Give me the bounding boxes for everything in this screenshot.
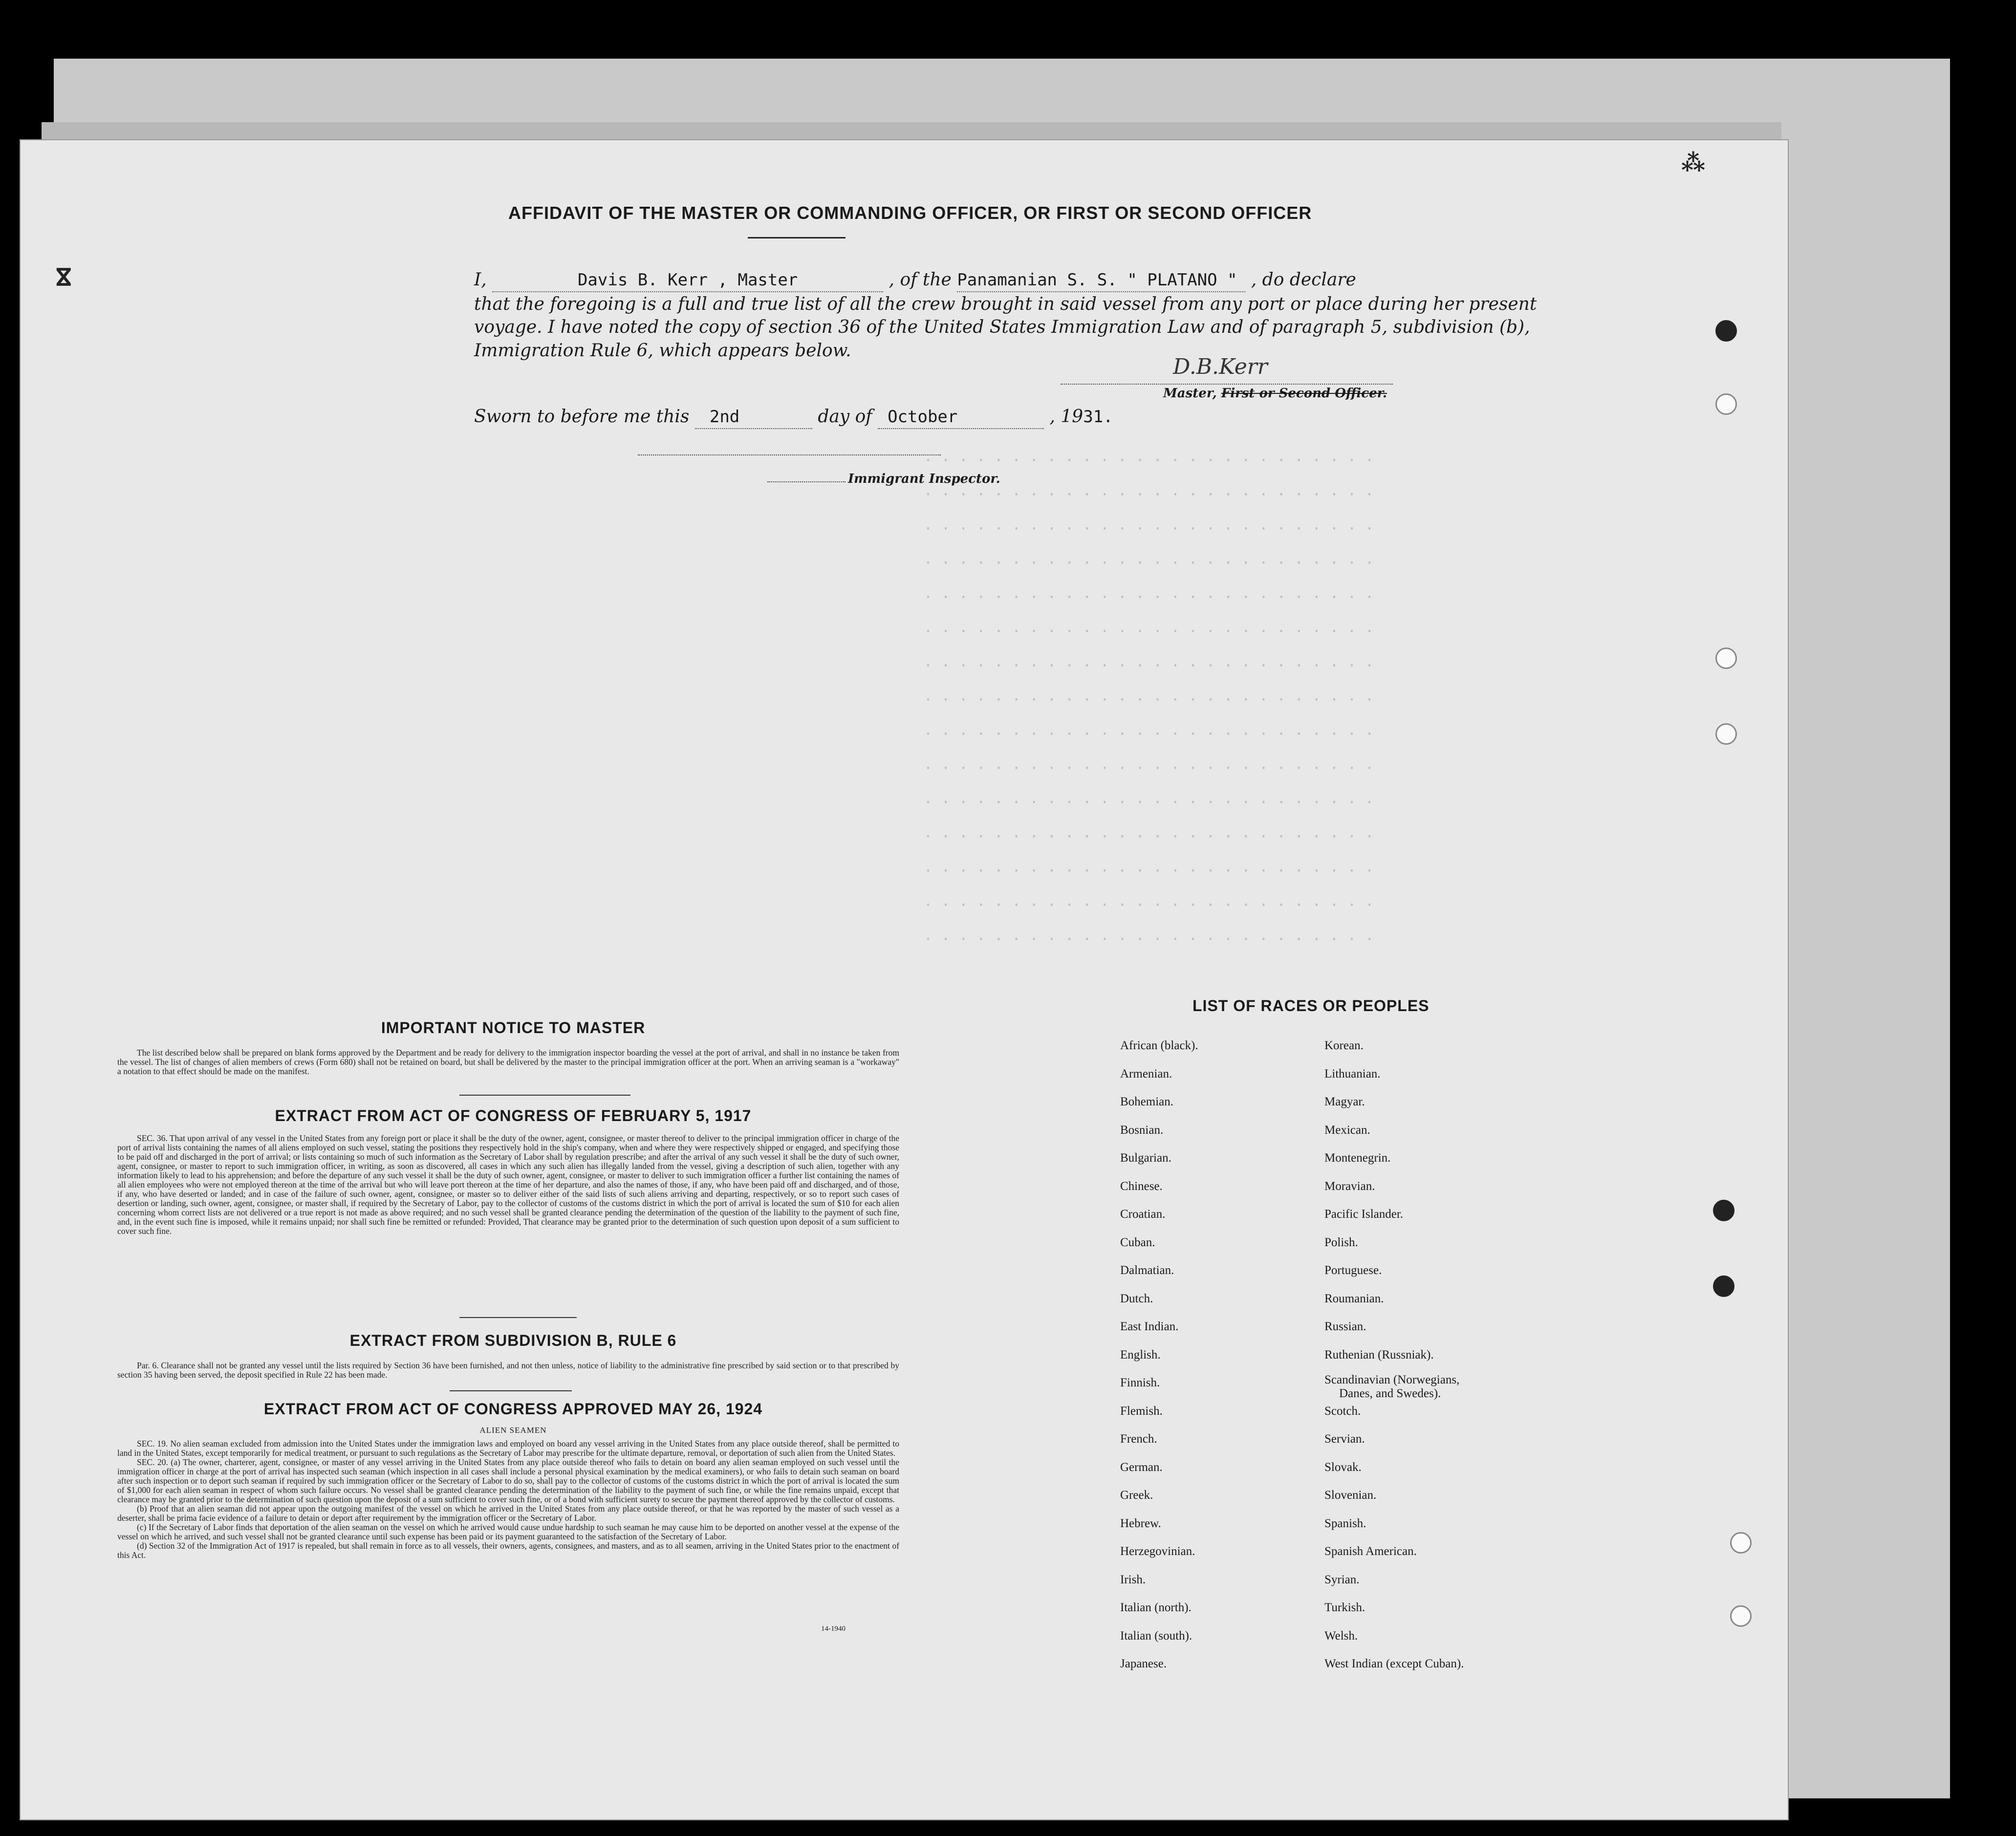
race-item: Servian. [1324, 1432, 1365, 1446]
race-item: Turkish. [1324, 1601, 1366, 1614]
affidavit-line-1 [474, 269, 1432, 292]
notice-title: IMPORTANT NOTICE TO MASTER [381, 1019, 646, 1037]
affidavit-i: I, [474, 270, 487, 290]
races-left-column [1120, 1036, 1306, 1683]
inspector-label: Immigrant Inspector. [848, 472, 1000, 486]
margin-mark-left: ⴵ [56, 264, 71, 291]
race-item: Armenian. [1120, 1067, 1172, 1080]
race-item: Hebrew. [1120, 1516, 1161, 1530]
title-underline [748, 237, 845, 238]
race-item-scandinavian [1324, 1373, 1579, 1402]
race-item: Bohemian. [1120, 1095, 1174, 1108]
race-item: Greek. [1120, 1489, 1153, 1502]
affidavit-line-4: Immigration Rule 6, which appears below. [474, 341, 851, 361]
year-suffix: 31. [1083, 407, 1113, 427]
binder-hole [1730, 1532, 1752, 1554]
inspector-signature-line [638, 454, 941, 455]
bleed-through-area: · · · · · · · · · · · · · · · · · · · · · · · · · · · · · · · · · · · · · · · · · · · · · · · · · · · · · · · · · · · · · · · · · · · · · · · · · · · · · · · · · · · · · · · · · · · · · · · · · · · · · · · · · · · · · · · · · · · · · · · · · · · · · · · · · · · · · · · · · · · · · · · · · · · · · · · · · · · · · · · · · · · · · · · · · · · · · · · · · · · · · · · · · · · · · · · · · · · · · · · · · · · · · · · · · · · · · · · · · · · · · · · · · · · · · · · · · · · · · · · · · · · · · · · · · · · · · · · · · · · · · · · · · · · · · · · · · · · · · · · · · · · · · · · · · · · · · · · · · · · · · · · · · · · · · · · · · · · · · · · · · · · · · · · · · · · · · · · · · · · · · · · · · · · · · · · · · · · · · · · · · · · · · · · · · · · · · · · · · · · · · · · · · · · · · · [924, 452, 1374, 948]
race-item: Herzegovinian. [1120, 1545, 1195, 1558]
race-item: Syrian. [1324, 1573, 1360, 1586]
race-item: Croatian. [1120, 1208, 1166, 1221]
races-right-column [1324, 1036, 1579, 1683]
extract-1924-paragraph: (d) Section 32 of the Immigration Act of 1917 is repealed, but shall remain in force as to all vessels, their owners, agents, consignees, and masters, and as to all seamen, arriving in the United States prior to the enactment of this Act. [117, 1541, 899, 1560]
race-item: Scotch. [1324, 1404, 1361, 1418]
sworn-prefix: Sworn to before me this [474, 407, 690, 427]
binder-hole [1715, 320, 1737, 342]
vessel-field: Panamanian S. S. " PLATANO " [957, 269, 1245, 292]
race-item: German. [1120, 1460, 1163, 1474]
race-item: Korean. [1324, 1039, 1364, 1052]
race-item: Lithuanian. [1324, 1067, 1381, 1080]
affidavit-title: AFFIDAVIT OF THE MASTER OR COMMANDING OFFICER, OR FIRST OR SECOND OFFICER [508, 203, 1312, 223]
binder-hole [1713, 1200, 1734, 1221]
extract-1924-text [117, 1439, 899, 1560]
sworn-line [474, 406, 1158, 429]
form-number: 14-1940 [821, 1625, 845, 1633]
sworn-month-field: October [878, 406, 1044, 429]
section-rule [459, 1095, 630, 1096]
race-item: Irish. [1120, 1573, 1146, 1586]
race-item: Pacific Islander. [1324, 1208, 1404, 1221]
master-signature: D.B.Kerr [1173, 354, 1268, 379]
binder-hole [1730, 1605, 1752, 1627]
section-rule [450, 1390, 572, 1391]
race-item: West Indian (except Cuban). [1324, 1657, 1464, 1670]
alien-seamen-subtitle: ALIEN SEAMEN [479, 1426, 547, 1435]
binder-hole [1715, 648, 1737, 669]
extract-rule6-title: EXTRACT FROM SUBDIVISION B, RULE 6 [349, 1332, 677, 1349]
race-item: African (black). [1120, 1039, 1198, 1052]
race-item: Russian. [1324, 1320, 1366, 1333]
extract-1924-paragraph: (c) If the Secretary of Labor finds that deportation of the alien seaman on the vessel on which he arrived would cause undue hardship to such seaman he may cause him to be deported on another vessel at the expense of the vessel on which he arrived, and such vessel shall not be granted clearance until such expense has been paid or its payment guaranteed to the satisfaction of the Secretary of Labor. [117, 1522, 899, 1541]
race-item: Spanish American. [1324, 1545, 1417, 1558]
race-item: Spanish. [1324, 1516, 1366, 1530]
race-item: Bulgarian. [1120, 1151, 1171, 1165]
sig-label-struck: First or Second Officer. [1221, 386, 1387, 401]
races-title: LIST OF RACES OR PEOPLES [1192, 997, 1430, 1015]
race-item: Japanese. [1120, 1657, 1167, 1670]
binder-hole [1713, 1275, 1734, 1297]
sworn-day-field: 2nd [695, 406, 812, 429]
race-item: Magyar. [1324, 1095, 1365, 1108]
extract-1924-paragraph: (b) Proof that an alien seaman did not appear upon the outgoing manifest of the vessel on which he arrived in the United States from any place outside thereof, or that he was reported by the master of such vessel as a deserter, shall be prima facie evidence of a failure to detain or deport after requirement by the immigration officer or the Secretary of Labor. [117, 1504, 899, 1523]
affidavit-line-2: that the foregoing is a full and true list of all the crew brought in said vessel from any port or place during her present [474, 294, 1537, 314]
extract-1924-paragraph: SEC. 19. No alien seaman excluded from admission into the United States under the immigration laws and employed on board any vessel arriving in the United States from any place outside thereof, shall be permitted to land in the United States, except temporarily for medical treatment, or pursuant to such regulations as the Secretary of Labor may prescribe for the ultimate departure, removal, or deportation of such alien from the United States. [117, 1439, 899, 1458]
margin-mark-right: ⁂ [1681, 149, 1706, 176]
race-item: Italian (north). [1120, 1601, 1192, 1614]
race-item: Slovak. [1324, 1460, 1362, 1474]
race-item: Polish. [1324, 1235, 1358, 1249]
race-item: English. [1120, 1348, 1161, 1361]
race-item: Dalmatian. [1120, 1264, 1174, 1277]
race-item: Italian (south). [1120, 1629, 1192, 1642]
extract-1924-title: EXTRACT FROM ACT OF CONGRESS APPROVED MAY 26, 1924 [263, 1400, 763, 1418]
notice-paragraph: The list described below shall be prepared on blank forms approved by the Department and be ready for delivery to the immigration inspector boarding the vessel at the port of arrival, and shall in no instance be taken from the vessel. The list of changes of alien members of crews (Form 680) shall not be retained on board, but shall be delivered by the master to the principal immigration officer at the port. When an arriving seaman is a "workaway" a notation to that effect should be made on the manifest. [117, 1048, 899, 1076]
race-item: Slovenian. [1324, 1489, 1377, 1502]
master-name-field: Davis B. Kerr , Master [492, 269, 883, 292]
sig-label-master: Master, [1163, 386, 1217, 401]
race-item: Flemish. [1120, 1404, 1163, 1418]
extract-1917-text [117, 1134, 899, 1236]
race-item: Welsh. [1324, 1629, 1358, 1642]
document-page [20, 139, 1789, 1820]
day-of-label: day of [818, 407, 872, 427]
signature-line [1061, 384, 1393, 385]
do-declare-label: , do declare [1251, 270, 1356, 290]
race-item: Dutch. [1120, 1292, 1153, 1305]
race-item: Portuguese. [1324, 1264, 1382, 1277]
race-item: Chinese. [1120, 1179, 1163, 1193]
affidavit-line-3: voyage. I have noted the copy of section 36 of the United States Immigration Law and of paragraph 5, subdivision (b), [474, 317, 1530, 337]
extract-1917-title: EXTRACT FROM ACT OF CONGRESS OF FEBRUARY 5, 1917 [275, 1107, 752, 1124]
extract-rule6-paragraph: Par. 6. Clearance shall not be granted any vessel until the lists required by Section 36 have been furnished, and not then unless, notice of liability to the administrative fine prescribed by said section or to that prescribed by section 35 having been served, the deposit specified in Rule 22 has been made. [117, 1361, 899, 1380]
race-item: Ruthenian (Russniak). [1324, 1348, 1434, 1361]
race-item: Montenegrin. [1324, 1151, 1391, 1165]
inspector-label-lead [767, 481, 845, 482]
extract-1924-paragraph: SEC. 20. (a) The owner, charterer, agent, consignee, or master of any vessel arriving in the United States from any place outside thereof who fails to detain on board any alien seaman employed on such vessel until the immigration officer in charge at the port of arrival has inspected such seaman (which inspection in all cases shall include a personal physical examination by the medical examiners), or who fails to detain such seaman on board after such inspection or to deport such seaman if required by such immigration officer or the Secretary of Labor to do so, shall pay to the collector of customs of the customs district in which the port of arrival is located the sum of $1,000 for each alien seaman in respect of whom such failure occurs. No vessel shall be granted clearance pending the determination of the liability to the payment of such fine, or while the fine remains unpaid, except that clearance may be granted prior to the determination of such question upon the deposit of a sum sufficient to cover such fine, or of a bond with sufficient surety to secure the payment thereof approved by the collector of customs. [117, 1457, 899, 1504]
section-rule [459, 1317, 577, 1318]
binder-hole [1715, 393, 1737, 415]
race-item: Cuban. [1120, 1235, 1155, 1249]
race-item-continued: Danes, and Swedes). [1339, 1387, 1441, 1400]
race-item: Roumanian. [1324, 1292, 1384, 1305]
race-item: French. [1120, 1432, 1157, 1446]
extract-rule6-text [117, 1361, 899, 1380]
race-item: Finnish. [1120, 1376, 1160, 1389]
race-item: Bosnian. [1120, 1123, 1164, 1137]
signature-label [1163, 386, 1387, 401]
binder-hole [1715, 723, 1737, 745]
race-item: Mexican. [1324, 1123, 1370, 1137]
year-prefix: , 19 [1049, 407, 1084, 427]
race-item: East Indian. [1120, 1320, 1179, 1333]
of-the-label: , of the [889, 270, 952, 290]
race-item: Moravian. [1324, 1179, 1375, 1193]
notice-text [117, 1048, 899, 1076]
race-item: Scandinavian (Norwegians, [1324, 1373, 1460, 1386]
extract-1917-paragraph: SEC. 36. That upon arrival of any vessel in the United States from any foreign port or place it shall be the duty of the owner, agent, consignee, or master thereof to deliver to the principal immigration officer in charge of the port of arrival lists containing the names of all aliens employed on such vessel, stating the positions they respectively hold in the ship's company, when and where they were respectively shipped or engaged, and specifying those to be paid off and discharged in the port of arrival; or lists containing so much of such information as the Secretary of Labor shall by regulation prescribe; and after the arrival of any such vessel it shall be the duty of such owner, agent, consignee, or master to report to such immigration officer, in writing, as soon as discovered, all cases in which any such alien has illegally landed from the vessel, giving a description of such alien, together with any information likely to lead to his apprehension; and before the departure of any such vessel it shall be the duty of such owner, agent, consignee, or master to deliver to such immigration officer a further list containing the names of all alien employees who were not employed thereon at the time of the arrival but who will leave port thereon at the time of her departure, and also the names of those, if any, who have been paid off and discharged, and of those, if any, who have deserted or landed; and in case of the failure of such owner, agent, consignee, or master so to deliver either of the said lists of such aliens arriving and departing, respectively, or so to report such cases of desertion or landing, such owner, agent, consignee, or master shall, if required by the Secretary of Labor, pay to the collector of customs of the customs district in which the port of arrival is located the sum of $10 for each alien concerning whom correct lists are not delivered or a true report is not made as above required; and no such vessel shall be granted clearance pending the determination of the question of the liability to the payment of such fine, and, in the event such fine is imposed, while it remains unpaid; nor shall such fine be remitted or refunded: Provided, That clearance may be granted prior to the determination of such question upon deposit of a sum sufficient to cover such fine. [117, 1133, 899, 1236]
